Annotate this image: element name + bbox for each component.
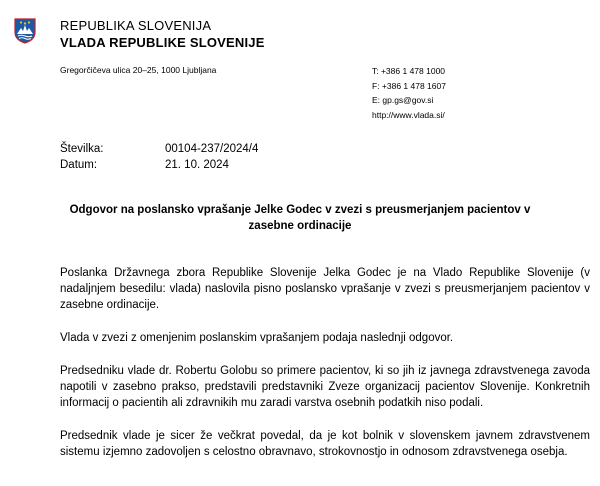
paragraph: Vlada v zvezi z omenjenim poslanskim vprašanjem podaja naslednji odgovor. [60, 332, 454, 344]
fax-number: F: +386 1 478 1607 [372, 80, 446, 91]
paragraph: Predsedniku vlade dr. Robertu Golobu so primere pacientov, ki so jih iz javnega zdravstvenega zavoda napotili v zasebno prakso, predstavili predstavniki Zveze organizacij pacientov Slovenije. Konkretnih informacij o pacientih ali zdravnikih mu zaradi varstva osebnih podatkih niso podali. [60, 365, 590, 409]
paragraph: Predsednik vlade je sicer že večkrat povedal, da je kot bolnik v slovenskem javnem zdravstvenem sistemu izjemno zadovoljen s celostno obravnavo, strokovnostjo in odnosom zdravstvenega osebja. [60, 430, 590, 458]
number-value: 00104-237/2024/4 [165, 143, 259, 155]
date-label: Datum: [60, 159, 98, 171]
document-subject: Odgovor na poslansko vprašanje Jelke Godec v zvezi s preusmerjanjem pacientov v zasebne ordinacije [69, 204, 531, 232]
date-value: 21. 10. 2024 [165, 159, 229, 171]
paragraph: Poslanka Državnega zbora Republike Slovenije Jelka Godec je na Vlado Republike Slovenije (v nadaljnjem besedilu: vlada) naslovila pisno poslansko vprašanje v zvezi s preusmerjanjem pacientov v zasebne ordinacije. [60, 267, 590, 311]
slovenia-coat-of-arms-icon [14, 18, 36, 44]
document-body [60, 265, 590, 477]
website-link[interactable]: http://www.vlada.si/ [372, 109, 445, 120]
number-label: Številka: [60, 143, 104, 155]
email-address[interactable]: E: gp.gs@gov.si [372, 95, 434, 105]
phone-number: T: +386 1 478 1000 [372, 66, 446, 76]
document-meta [60, 141, 258, 173]
contact-block [372, 64, 446, 122]
header-republic-name: REPUBLIKA SLOVENIJA [60, 18, 212, 33]
header-government-name: VLADA REPUBLIKE SLOVENIJE [60, 35, 265, 50]
address: Gregorčičeva ulica 20–25, 1000 Ljubljana [60, 65, 217, 75]
